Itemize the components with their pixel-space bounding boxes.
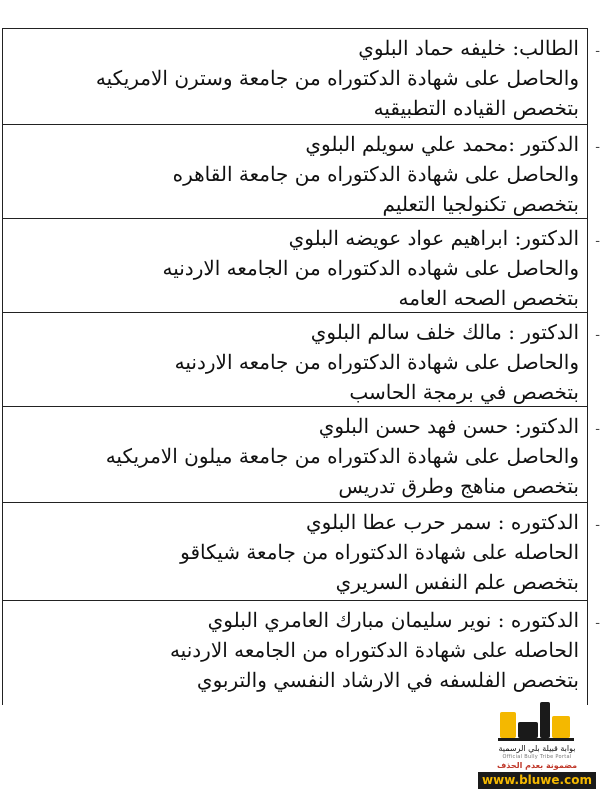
- table-cell: [3, 29, 587, 123]
- tribe-logo-icon: [496, 698, 576, 744]
- row-bullet: -: [595, 233, 600, 249]
- table-cell: [3, 219, 587, 313]
- table-row: [2, 125, 600, 219]
- entry-degree: الحاصله على شهادة الدكتوراه من الجامعه الاردنيه: [169, 638, 579, 662]
- table-cell: [3, 125, 587, 219]
- entry-degree: والحاصل على شهاده الدكتوراه من الجامعه الاردنيه: [162, 256, 579, 280]
- table-cell: [3, 313, 587, 407]
- entry-specialty: بتخصص القياده التطبيقيه: [373, 96, 579, 120]
- table-cell: [3, 407, 587, 501]
- site-watermark-logo: [478, 698, 596, 790]
- entry-name: الدكتور: حسن فهد حسن البلوي: [318, 414, 579, 438]
- entry-specialty: بتخصص علم النفس السريري: [335, 570, 579, 594]
- row-bullet: -: [595, 139, 600, 155]
- entry-specialty: بتخصص الصحه العامه: [398, 286, 579, 310]
- logo-subtitle: Official Bully Tribe Portal: [502, 754, 572, 760]
- logo-title: بوابة قبيلة بلي الرسمية: [498, 744, 576, 753]
- table-cell: [3, 601, 587, 695]
- entry-name: الطالب: خليفه حماد البلوي: [358, 36, 579, 60]
- table-row: [2, 313, 600, 407]
- entry-specialty: بتخصص الفلسفه في الارشاد النفسي والتربوي: [196, 668, 579, 692]
- row-bullet: -: [595, 615, 600, 631]
- entry-degree: والحاصل على شهادة الدكتوراه من جامعه الاردنيه: [174, 350, 579, 374]
- table-row: [2, 601, 600, 705]
- entry-degree: والحاصل على شهادة الدكتوراه من جامعة ميلون الامريكيه: [105, 444, 579, 468]
- entry-degree: الحاصله على شهادة الدكتوراه من جامعة شيكاقو: [180, 540, 579, 564]
- entry-specialty: بتخصص في برمجة الحاسب: [349, 380, 579, 404]
- logo-guarantee: مضمونة بعدم الحذف: [496, 761, 578, 770]
- entry-name: الدكتوره : سمر حرب عطا البلوي: [305, 510, 579, 534]
- table-row: [2, 29, 600, 125]
- entry-name: الدكتور :محمد علي سويلم البلوي: [305, 132, 579, 156]
- names-table: [2, 28, 600, 705]
- entry-name: الدكتور: ابراهيم عواد عويضه البلوي: [288, 226, 579, 250]
- table-row: [2, 219, 600, 313]
- table-cell: [3, 503, 587, 597]
- entry-name: الدكتوره : نوير سليمان مبارك العامري البلوي: [207, 608, 579, 632]
- entry-degree: والحاصل على شهادة الدكتوراه من جامعة وسترن الامريكيه: [95, 66, 579, 90]
- entry-degree: والحاصل على شهادة الدكتوراه من جامعة القاهره: [172, 162, 579, 186]
- row-bullet: -: [595, 517, 600, 533]
- table-row: [2, 407, 600, 503]
- row-bullet: -: [595, 327, 600, 343]
- row-bullet: -: [595, 43, 600, 59]
- logo-url-link[interactable]: www.bluwe.com: [478, 772, 596, 789]
- entry-specialty: بتخصص مناهج وطرق تدريس: [338, 474, 579, 498]
- row-bullet: -: [595, 421, 600, 437]
- entry-name: الدكتور : مالك خلف سالم البلوي: [310, 320, 579, 344]
- entry-specialty: بتخصص تكنولجيا التعليم: [382, 192, 579, 216]
- table-row: [2, 503, 600, 601]
